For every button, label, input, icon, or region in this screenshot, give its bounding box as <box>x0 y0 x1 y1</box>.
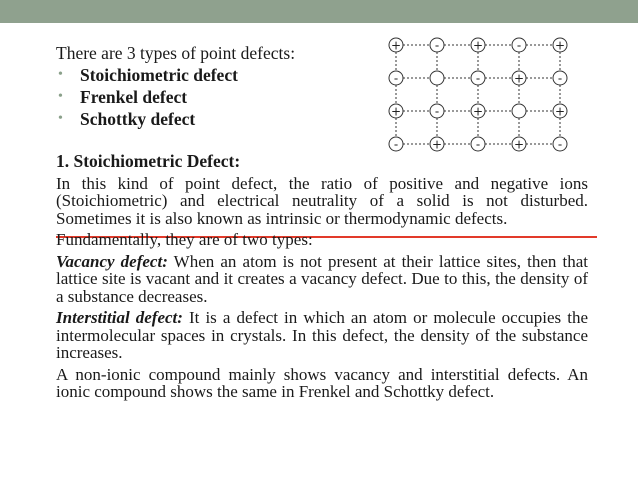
defect-type-list <box>56 64 376 130</box>
paragraph-interstitial <box>56 309 588 362</box>
paragraph-types-intro: Fundamentally, they are of two types: <box>56 230 313 249</box>
intro-lead: There are 3 types of point defects: <box>56 43 296 63</box>
defect-type-item <box>56 108 376 130</box>
ion-charge: + <box>472 38 484 53</box>
interstitial-term: Interstitial defect: <box>56 308 183 327</box>
ion-charge: + <box>513 71 525 86</box>
ion-charge: - <box>393 71 399 86</box>
ion-charge: - <box>557 71 563 86</box>
section-stoichiometric <box>56 153 588 401</box>
bullet-icon: • <box>58 111 63 126</box>
interstitial-text: It is a defect in which an atom or molecule occupies the intermolecular spaces in crystals. In this defect, the density of the substance increases. <box>56 308 588 362</box>
ion-charge: - <box>516 38 522 53</box>
vacancy-site <box>430 71 444 85</box>
ion-charge: + <box>472 104 484 119</box>
ion-charge: + <box>390 38 402 53</box>
ion-charge: - <box>434 104 440 119</box>
ion-charge: - <box>475 71 481 86</box>
ion-charge: + <box>554 104 566 119</box>
top-banner <box>0 0 638 23</box>
defect-type-item <box>56 86 376 108</box>
ion-charge: + <box>554 38 566 53</box>
defect-type-label: Schottky defect <box>80 109 196 129</box>
ion-lattice-diagram <box>380 32 580 158</box>
vacancy-text: When an atom is not present at their lattice sites, then that lattice site is vacant and it creates a vacancy defect. Due to this, the density of a substance decreases. <box>56 251 588 306</box>
ion-charge: - <box>475 137 481 152</box>
vacancy-term: Vacancy defect: <box>56 251 168 271</box>
ion-charge: + <box>390 104 402 119</box>
ion-charge: - <box>393 137 399 152</box>
defect-type-label: Stoichiometric defect <box>80 65 238 85</box>
ion-charge: - <box>557 137 563 152</box>
bullet-icon: • <box>58 67 63 82</box>
bullet-icon: • <box>58 89 63 104</box>
paragraph-summary: A non-ionic compound mainly shows vacancy and interstitial defects. An ionic compound shows the same in Frenkel and Schottky defect. <box>56 364 588 401</box>
defect-type-label: Frenkel defect <box>80 87 188 107</box>
intro-block <box>56 42 376 130</box>
ion-charge: + <box>431 137 443 152</box>
ion-charge: + <box>513 137 525 152</box>
vacancy-site <box>512 104 526 118</box>
section-heading: 1. Stoichiometric Defect: <box>56 151 241 171</box>
defect-type-item <box>56 64 376 86</box>
ion-charge: - <box>434 38 440 53</box>
paragraph-definition: In this kind of point defect, the ratio of positive and negative ions (Stoichiometric) and electrical neutrality of a solid is not disturbed. Sometimes it is also known as intrinsic or thermodynamic defects. <box>56 173 588 228</box>
paragraph-vacancy <box>56 253 588 306</box>
